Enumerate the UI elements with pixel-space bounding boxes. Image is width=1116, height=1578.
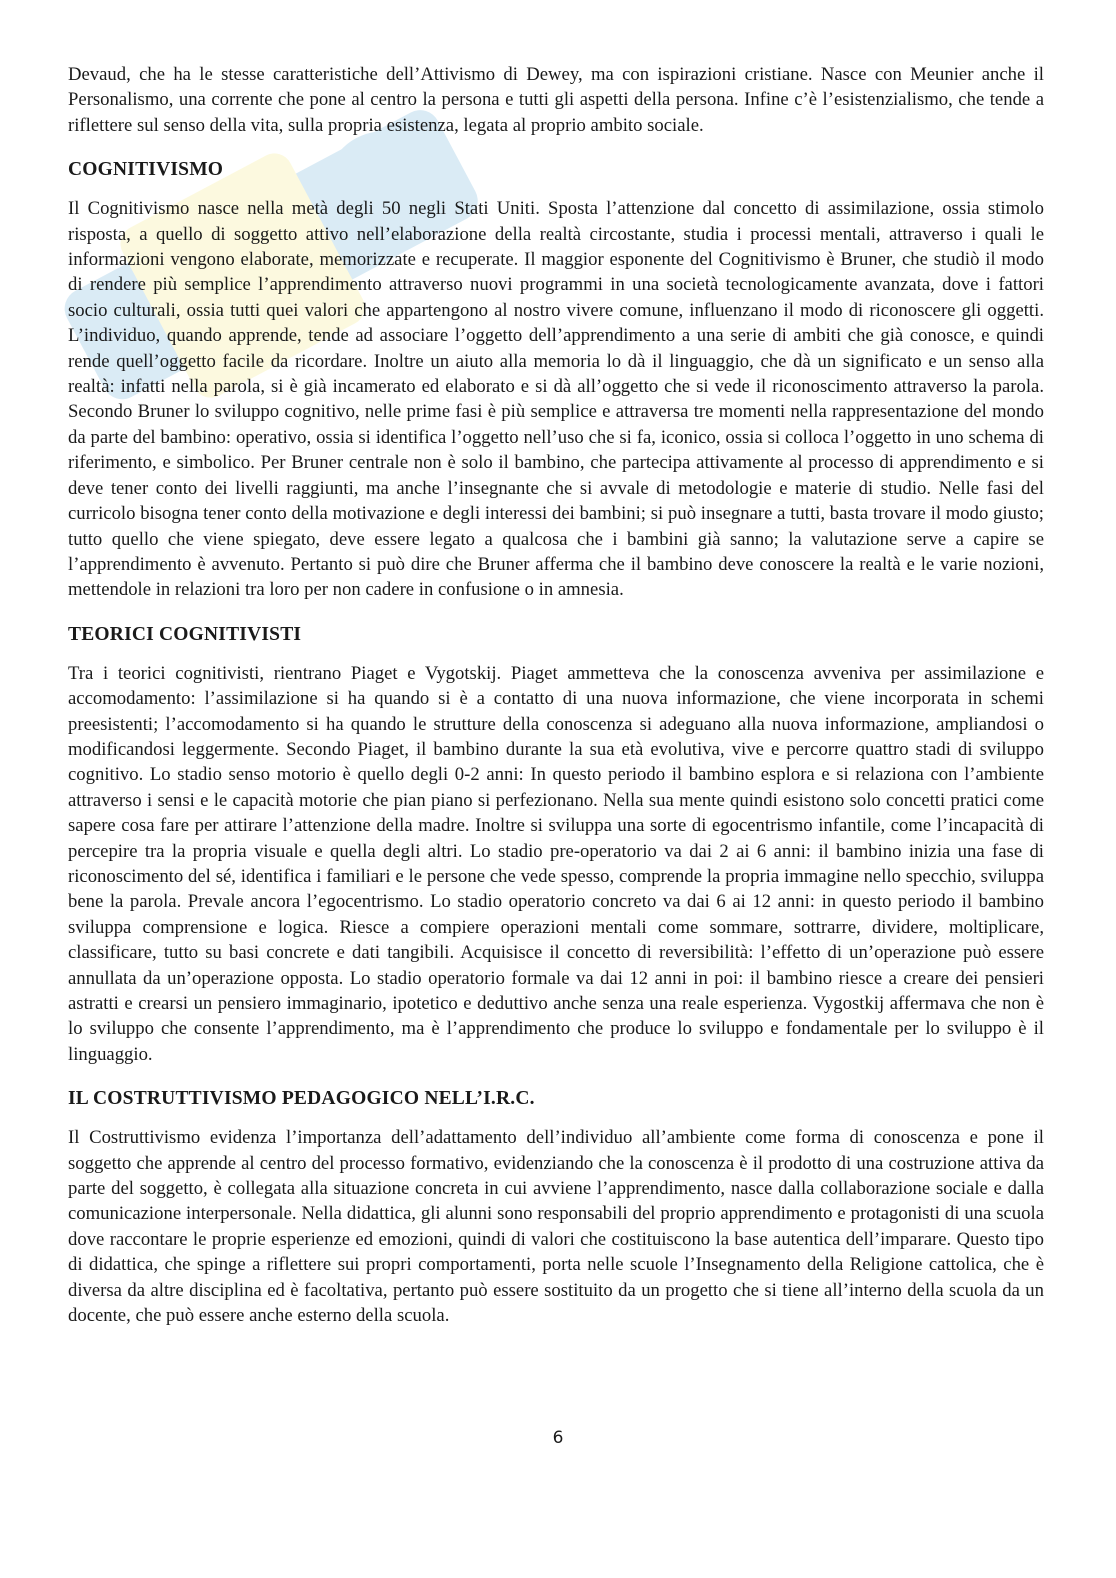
paragraph-teorici-cognitivisti: Tra i teorici cognitivisti, rientrano Piaget e Vygotskij. Piaget ammetteva che la conoscenza avveniva per assimilazione e accomodamento: l’assimilazione si ha quando si è a contatto di una nuova informazione, che viene incorporata in schemi preesistenti; l’accomodamento si ha quando le strutture della conoscenza si adeguano alla nuova informazione, ampliandosi o modificandosi leggermente. Secondo Piaget, il bambino durante la sua età evolutiva, vive e percorre quattro stadi di sviluppo cognitivo. Lo stadio senso motorio è quello degli 0-2 anni: In questo periodo il bambino esplora e si relaziona con l’ambiente attraverso i sensi e le capacità motorie che pian piano si perfezionano. Nella sua mente quindi esistono solo concetti pratici come sapere cosa fare per attirare l’attenzione della madre. Inoltre si sviluppa una sorte di egocentrismo infantile, come l’incapacità di percepire tra la propria visuale e quella degli altri. Lo stadio pre-operatorio va dai 2 ai 6 anni: il bambino inizia una fase di riconoscimento del sé, identifica i familiari e le persone che vede spesso, comprende la propria immagine nello specchio, sviluppa bene la parola. Prevale ancora l’egocentrismo. Lo stadio operatorio concreto va dai 6 ai 12 anni: in questo periodo il bambino sviluppa comprensione e logica. Riesce a compiere operazioni mentali come sommare, sottrarre, dividere, moltiplicare, classificare, tutto su basi concrete e dati tangibili. Acquisisce il concetto di reversibilità: l’effetto di un’operazione può essere annullata da un’operazione opposta. Lo stadio operatorio formale va dai 12 anni in poi: il bambino riesce a creare dei pensieri astratti e crearsi un pensiero immaginario, ipotetico e deduttivo anche senza una reale esperienza. Vygostkij affermava che non è lo sviluppo che consente l’apprendimento, ma è l’apprendimento che produce lo sviluppo e fondamentale per lo sviluppo è il linguaggio. (68, 662, 1044, 1065)
paragraph-cognitivismo: Il Cognitivismo nasce nella metà degli 50 negli Stati Uniti. Sposta l’attenzione dal concetto di assimilazione, ossia stimolo risposta, a quello di soggetto attivo nell’elaborazione della realtà circostante, studia i processi mentali, attraverso i quali le informazioni vengono elaborate, memorizzate e recuperate. Il maggior esponente del Cognitivismo è Bruner, che studiò il modo di rendere più semplice l’apprendimento attraverso nuovi programmi in una società tecnologicamente avanzata, dove i fattori socio culturali, ossia tutti quei valori che appartengono al nostro vivere comune, influenzano il modo di riconoscere gli oggetti. L’individuo, quando apprende, tende ad associare l’oggetto dell’apprendimento a una serie di ambiti che già conosce, e quindi rende quell’oggetto facile da ricordare. Inoltre un aiuto alla memoria lo dà il linguaggio, che dà un significato e un senso alla realtà: infatti nella parola, si è già incamerato ed elaborato e si dà all’oggetto che si vede il riconoscimento attraverso la parola. Secondo Bruner lo sviluppo cognitivo, nelle prime fasi è più semplice e attraversa tre momenti nella rappresentazione del mondo da parte del bambino: operativo, ossia si identifica l’oggetto nell’uso che si fa, iconico, ossia si colloca l’oggetto in uno schema di riferimento, e simbolico. Per Bruner centrale non è solo il bambino, che partecipa attivamente al processo di apprendimento e si deve tener conto dei livelli raggiunti, ma anche l’insegnante che si avvale di metodologie e materie di studio. Nelle fasi del curricolo bisogna tener conto della motivazione e degli interessi dei bambini; si può insegnare a tutti, basta trovare il modo giusto; tutto quello che viene spiegato, deve essere legato a qualcosa che i bambini già sanno; la valutazione serve a capire se l’apprendimento è avvenuto. Pertanto si può dire che Bruner afferma che il bambino deve conoscere la realtà e le varie nozioni, mettendole in relazioni tra loro per non cadere in confusione o in amnesia. (68, 198, 1044, 601)
intro-paragraph: Devaud, che ha le stesse caratteristiche dell’Attivismo di Dewey, ma con ispirazioni cristiane. Nasce con Meunier anche il Personalismo, una corrente che pone al centro la persona e tutti gli aspetti della persona. Infine c’è l’esistenzialismo, che tende a riflettere sul senso della vita, sulla propria esistenza, legata al proprio ambito sociale. (68, 64, 1044, 136)
heading-cognitivismo: COGNITIVISMO (68, 159, 224, 181)
heading-costruttivismo: IL COSTRUTTIVISMO PEDAGOGICO NELL’I.R.C. (68, 1088, 535, 1110)
paragraph-costruttivismo: Il Costruttivismo evidenza l’importanza dell’adattamento dell’individuo all’ambiente come forma di conoscenza e pone il soggetto che apprende al centro del processo formativo, evidenziando che la conoscenza è il prodotto di una costruzione attiva da parte del soggetto, è collegata alla situazione concreta in cui avviene l’apprendimento, nasce dalla collaborazione sociale e dalla comunicazione interpersonale. Nella didattica, gli alunni sono responsabili del proprio apprendimento e protagonisti di una scuola dove raccontare le proprie esperienze ed emozioni, quindi di valori che costituiscono la base autentica dell’imparare. Questo tipo di didattica, che spinge a riflettere sui propri comportamenti, porta nelle scuole l’Insegnamento della Religione cattolica, che è diversa da altre disciplina ed è facoltativa, pertanto può essere sostituito da un progetto che si tiene all’interno della scuola da un docente, che può essere anche esterno della scuola. (68, 1127, 1044, 1327)
document-page (68, 62, 1044, 1328)
heading-teorici-cognitivisti: TEORICI COGNITIVISTI (68, 623, 302, 645)
page-number: 6 (552, 1428, 564, 1448)
